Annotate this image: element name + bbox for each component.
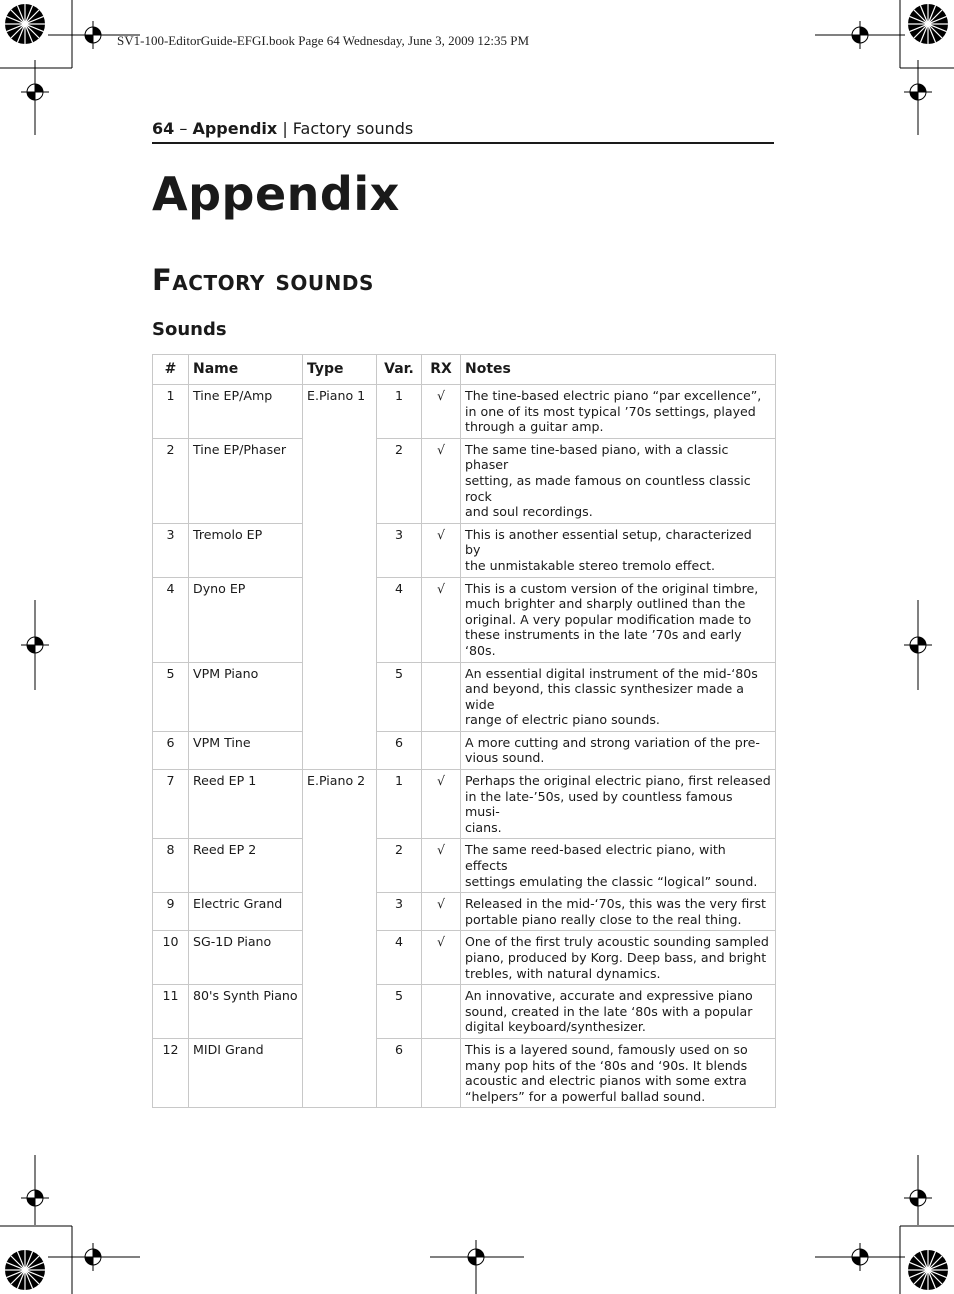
table-row xyxy=(153,438,776,523)
table-row xyxy=(153,662,776,731)
cell-variation: 4 xyxy=(377,577,422,662)
column-header-name: Name xyxy=(189,355,303,385)
cell-variation: 1 xyxy=(377,770,422,839)
cell-rx xyxy=(422,662,461,731)
page-title: Appendix xyxy=(152,167,400,221)
column-header-variation: Var. xyxy=(377,355,422,385)
cell-notes: The tine-based electric piano “par excellence”, in one of its most typical ’70s settings, played through a guitar amp. xyxy=(461,385,776,439)
cell-type xyxy=(303,577,377,662)
print-slug: SV1-100-EditorGuide-EFGI.book Page 64 Wednesday, June 3, 2009 12:35 PM xyxy=(117,33,530,48)
cell-variation: 1 xyxy=(377,385,422,439)
cell-number: 2 xyxy=(153,438,189,523)
cell-notes: Released in the mid-‘70s, this was the very first portable piano really close to the real thing. xyxy=(461,893,776,931)
cell-number: 6 xyxy=(153,731,189,769)
table-row xyxy=(153,577,776,662)
running-head-separator: – xyxy=(174,119,193,138)
cell-rx: √ xyxy=(422,438,461,523)
running-head-chapter: Appendix xyxy=(192,119,278,138)
subsection-title: Sounds xyxy=(152,319,227,340)
cell-number: 11 xyxy=(153,985,189,1039)
cell-notes: This is another essential setup, characterized by the unmistakable stereo tremolo effect. xyxy=(461,523,776,577)
cell-name: SG-1D Piano xyxy=(189,931,303,985)
cell-number: 4 xyxy=(153,577,189,662)
cell-number: 10 xyxy=(153,931,189,985)
running-head-divider: | xyxy=(277,119,293,138)
cell-rx: √ xyxy=(422,839,461,893)
page-number: 64 xyxy=(152,119,175,138)
table-header-row xyxy=(153,355,776,385)
cell-type xyxy=(303,893,377,931)
cell-type: E.Piano 2 xyxy=(303,770,377,839)
table-row xyxy=(153,985,776,1039)
column-header-rx: RX xyxy=(422,355,461,385)
starburst-mark-icon xyxy=(908,1250,948,1290)
starburst-mark-icon xyxy=(5,4,45,44)
column-header-number: # xyxy=(153,355,189,385)
cell-variation: 2 xyxy=(377,438,422,523)
table-row xyxy=(153,931,776,985)
cell-number: 5 xyxy=(153,662,189,731)
cell-type xyxy=(303,523,377,577)
cell-variation: 3 xyxy=(377,523,422,577)
cell-name: VPM Tine xyxy=(189,731,303,769)
table-row xyxy=(153,523,776,577)
cell-rx xyxy=(422,1038,461,1107)
cell-type xyxy=(303,1038,377,1107)
cell-variation: 3 xyxy=(377,893,422,931)
cell-notes: This is a layered sound, famously used on so many pop hits of the ‘80s and ‘90s. It blends acoustic and electric pianos with some extra “helpers” for a powerful ballad sound. xyxy=(461,1038,776,1107)
cell-name: Reed EP 2 xyxy=(189,839,303,893)
cell-name: MIDI Grand xyxy=(189,1038,303,1107)
cell-rx: √ xyxy=(422,577,461,662)
cell-type xyxy=(303,731,377,769)
cell-type xyxy=(303,438,377,523)
cell-name: Reed EP 1 xyxy=(189,770,303,839)
cell-notes: An innovative, accurate and expressive piano sound, created in the late ‘80s with a popular digital keyboard/synthesizer. xyxy=(461,985,776,1039)
cell-notes: A more cutting and strong variation of the pre- vious sound. xyxy=(461,731,776,769)
cell-rx: √ xyxy=(422,523,461,577)
cell-number: 3 xyxy=(153,523,189,577)
section-title: Factory sounds xyxy=(152,263,374,297)
cell-number: 1 xyxy=(153,385,189,439)
cell-notes: The same tine-based piano, with a classic phaser setting, as made famous on countless classic rock and soul recordings. xyxy=(461,438,776,523)
cell-type xyxy=(303,931,377,985)
cell-type xyxy=(303,985,377,1039)
cell-rx: √ xyxy=(422,385,461,439)
table-row xyxy=(153,385,776,439)
cell-variation: 5 xyxy=(377,662,422,731)
cell-type xyxy=(303,839,377,893)
sounds-table xyxy=(152,354,776,1108)
cell-number: 9 xyxy=(153,893,189,931)
cell-type xyxy=(303,662,377,731)
cell-number: 7 xyxy=(153,770,189,839)
cell-number: 8 xyxy=(153,839,189,893)
running-head-section: Factory sounds xyxy=(292,119,414,138)
cell-notes: An essential digital instrument of the mid-‘80s and beyond, this classic synthesizer made a wide range of electric piano sounds. xyxy=(461,662,776,731)
table-row xyxy=(153,770,776,839)
cell-variation: 4 xyxy=(377,931,422,985)
cell-notes: The same reed-based electric piano, with effects settings emulating the classic “logical” sound. xyxy=(461,839,776,893)
cell-number: 12 xyxy=(153,1038,189,1107)
cell-variation: 2 xyxy=(377,839,422,893)
cell-notes: This is a custom version of the original timbre, much brighter and sharply outlined than the original. A very popular modification made to these instruments in the late ’70s and early ‘80s. xyxy=(461,577,776,662)
cell-name: Tremolo EP xyxy=(189,523,303,577)
table-row xyxy=(153,839,776,893)
table-row xyxy=(153,893,776,931)
cell-rx: √ xyxy=(422,931,461,985)
cell-rx: √ xyxy=(422,893,461,931)
cell-rx xyxy=(422,985,461,1039)
column-header-type: Type xyxy=(303,355,377,385)
cell-name: Dyno EP xyxy=(189,577,303,662)
cell-variation: 6 xyxy=(377,1038,422,1107)
table-row xyxy=(153,1038,776,1107)
cell-name: Tine EP/Phaser xyxy=(189,438,303,523)
table-row xyxy=(153,731,776,769)
cell-variation: 6 xyxy=(377,731,422,769)
cell-name: Tine EP/Amp xyxy=(189,385,303,439)
running-head xyxy=(152,118,774,140)
cell-type: E.Piano 1 xyxy=(303,385,377,439)
cell-notes: One of the first truly acoustic sounding sampled piano, produced by Korg. Deep bass, and bright trebles, with natural dynamics. xyxy=(461,931,776,985)
cell-name: Electric Grand xyxy=(189,893,303,931)
cell-variation: 5 xyxy=(377,985,422,1039)
starburst-mark-icon xyxy=(908,4,948,44)
column-header-notes: Notes xyxy=(461,355,776,385)
cell-name: VPM Piano xyxy=(189,662,303,731)
cell-rx xyxy=(422,731,461,769)
cell-notes: Perhaps the original electric piano, first released in the late-’50s, used by countless famous musi- cians. xyxy=(461,770,776,839)
header-rule xyxy=(152,142,774,144)
cell-name: 80's Synth Piano xyxy=(189,985,303,1039)
cell-rx: √ xyxy=(422,770,461,839)
starburst-mark-icon xyxy=(5,1250,45,1290)
